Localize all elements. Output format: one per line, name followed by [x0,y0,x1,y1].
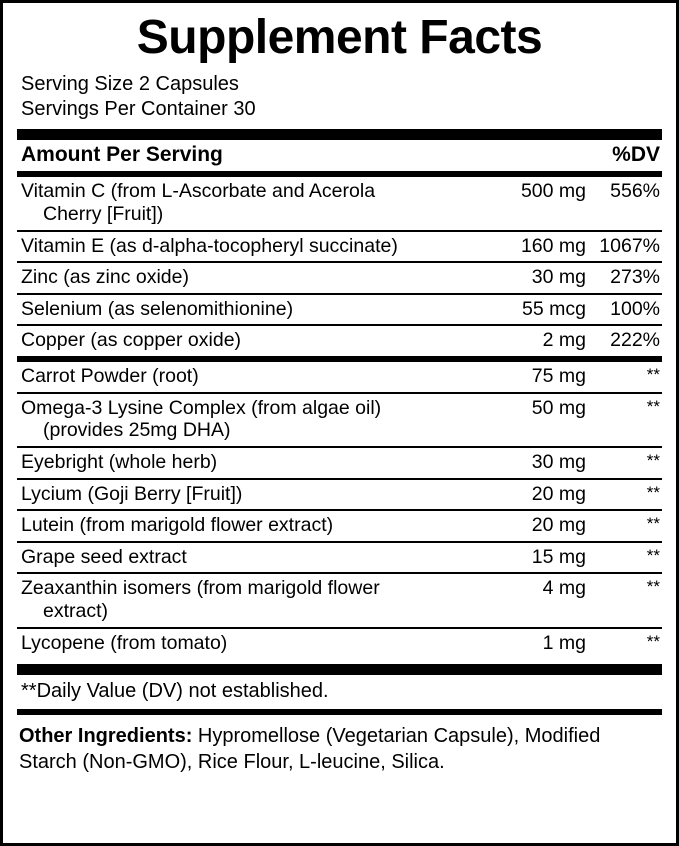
ingredient-dv: ** [646,482,660,502]
nutrient-dv: 100% [610,297,660,320]
ingredient-name-line2: extract) [43,599,109,622]
ingredient-dv: ** [646,396,660,416]
ingredient-amount: 20 mg [531,514,586,537]
nutrient-amount: 160 mg [520,234,586,257]
ingredient-dv: ** [646,631,660,651]
table-row [17,263,662,293]
ingredient-dv: ** [646,577,660,597]
ingredient-name: Eyebright (whole herb) [21,450,218,473]
ingredient-dv: ** [646,545,660,565]
nutrition-table [17,140,662,658]
nutrient-amount: 500 mg [520,180,586,203]
servings-per-container: Servings Per Container 30 [21,98,256,121]
table-row [17,511,662,541]
nutrient-amount: 2 mg [542,329,586,352]
other-ingredients-label: Other Ingredients: [19,725,193,748]
table-header-row [17,140,662,171]
ingredient-name-line1: Omega-3 Lysine Complex (from algae oil) [21,396,382,419]
ingredient-amount: 4 mg [542,577,586,600]
nutrient-dv: 556% [610,180,660,203]
nutrient-name: Selenium (as selenomithionine) [21,297,294,320]
ingredient-name: Lutein (from marigold flower extract) [21,514,334,537]
ingredient-name [17,574,490,626]
page-title: Supplement Facts [136,11,543,64]
table-row [17,480,662,510]
ingredient-dv: ** [646,450,660,470]
serving-size: Serving Size 2 Capsules [21,72,239,95]
table-row [17,295,662,325]
table-row [17,326,662,356]
serving-info [17,72,662,123]
table-row [17,448,662,478]
ingredient-dv: ** [646,365,660,385]
nutrient-dv: 273% [610,266,660,289]
ingredient-name [17,394,490,446]
nutrient-name-line1: Vitamin C (from L-Ascorbate and Acerola [21,180,376,203]
ingredient-amount: 15 mg [531,545,586,568]
nutrient-amount: 30 mg [531,266,586,289]
ingredient-dv: ** [646,514,660,534]
nutrient-name: Zinc (as zinc oxide) [21,266,189,289]
other-ingredients [17,715,662,775]
ingredient-amount: 1 mg [542,631,586,654]
ingredient-name-line1: Zeaxanthin isomers (from marigold flower [21,577,380,600]
header-dv: %DV [612,143,660,167]
ingredient-amount: 50 mg [531,396,586,419]
ingredient-amount: 30 mg [531,450,586,473]
other-ingredients-text: Hypromellose (Vegetarian Capsule), Modified Starch (Non-GMO), Rice Flour, L-leucine, Silica. [19,725,601,774]
ingredient-name: Grape seed extract [21,545,187,568]
header-amount-per-serving: Amount Per Serving [21,143,223,167]
ingredient-amount: 20 mg [531,482,586,505]
table-row [17,362,662,392]
nutrient-amount: 55 mcg [522,297,586,320]
nutrient-dv: 222% [610,329,660,352]
dv-footnote: **Daily Value (DV) not established. [21,680,329,703]
nutrient-name: Vitamin E (as d-alpha-tocopheryl succinate) [21,234,398,257]
ingredient-name: Lycopene (from tomato) [21,631,228,654]
table-row [17,629,662,659]
ingredient-name-line2: (provides 25mg DHA) [43,419,231,442]
table-row [17,177,662,229]
table-row [17,394,662,446]
nutrient-name [17,177,490,229]
divider-thick-bottom [17,664,662,675]
divider-thick-top [17,129,662,140]
ingredient-name: Lycium (Goji Berry [Fruit]) [21,482,243,505]
nutrient-name-line2: Cherry [Fruit]) [43,203,164,226]
nutrient-dv: 1067% [599,234,660,257]
ingredient-amount: 75 mg [531,365,586,388]
table-row [17,232,662,262]
table-row [17,543,662,573]
table-row [17,574,662,626]
nutrient-name: Copper (as copper oxide) [21,329,242,352]
ingredient-name: Carrot Powder (root) [21,365,199,388]
